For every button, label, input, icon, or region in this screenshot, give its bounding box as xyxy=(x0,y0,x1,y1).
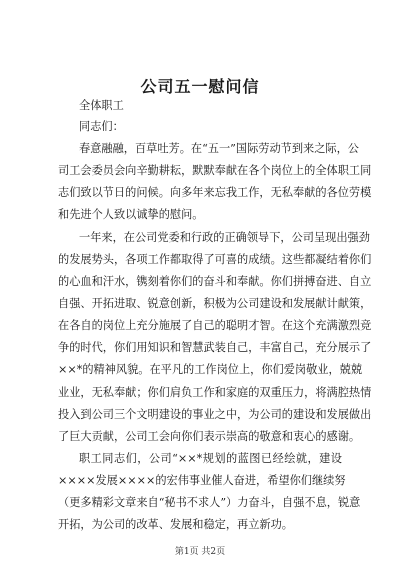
page-footer: 第1页 共2页 xyxy=(174,547,226,557)
paragraph-line: 的发展势头，各项工作都取得了可喜的成绩。这些都凝结着你们 xyxy=(58,253,372,266)
paragraph-line: 争的时代，你们用知识和智慧武装自己，丰富自己，充分展示了 xyxy=(58,341,372,354)
paragraph-line: 自强、开拓进取、锐意创新，积极为公司建设和发展献计献策， xyxy=(58,297,372,310)
paragraph-line: 业业，无私奉献；你们肩负工作和家庭的双重压力，将满腔热情 xyxy=(58,386,372,399)
paragraph-line: 在各自的岗位上充分施展了自己的聪明才智。在这个充满激烈竞 xyxy=(58,319,372,332)
paragraph-line: 志们致以节日的问候。向多年来忘我工作，无私奉献的各位劳模 xyxy=(58,186,372,199)
salutation-greeting: 同志们： xyxy=(79,120,124,133)
paragraph-line: 的心血和汗水，镌刻着你们的奋斗和奉献。你们拼搏奋进、自立 xyxy=(58,275,372,288)
paragraph-line: 了巨大贡献，公司工会向你们表示崇高的敬意和衷心的感谢。 xyxy=(58,430,361,443)
paragraph-line: （更多精彩文章来自“秘书不求人”）力奋斗，自强不息，锐意 xyxy=(58,496,361,509)
paragraph-line: 职工同志们，公司“××*规划的蓝图已经绘就，建设 xyxy=(79,452,342,465)
paragraph-line: 一年来，在公司党委和行政的正确领导下，公司呈现出强劲 xyxy=(79,231,370,244)
paragraph-line: ××××发展××××的宏伟事业催人奋进，希望你们继续努 xyxy=(58,474,346,487)
document-title: 公司五一慰问信 xyxy=(140,77,260,96)
paragraph-line: 司工会委员会向辛勤耕耘，默默奉献在各个岗位上的全体职工同 xyxy=(58,164,372,177)
paragraph-line: ××*的精神风貌。在平凡的工作岗位上，你们爱岗敬业，兢兢 xyxy=(58,363,363,376)
salutation-recipients: 全体职工 xyxy=(79,99,124,112)
paragraph-line: 投入到公司三个文明建设的事业之中，为公司的建设和发展做出 xyxy=(58,408,372,421)
paragraph-line: 开拓，为公司的改革、发展和稳定，再立新功。 xyxy=(58,518,293,531)
paragraph-line: 春意融融，百草吐芳。在“五一”国际劳动节到来之际，公 xyxy=(79,142,359,155)
paragraph-line: 和先进个人致以诚挚的慰问。 xyxy=(58,208,204,221)
